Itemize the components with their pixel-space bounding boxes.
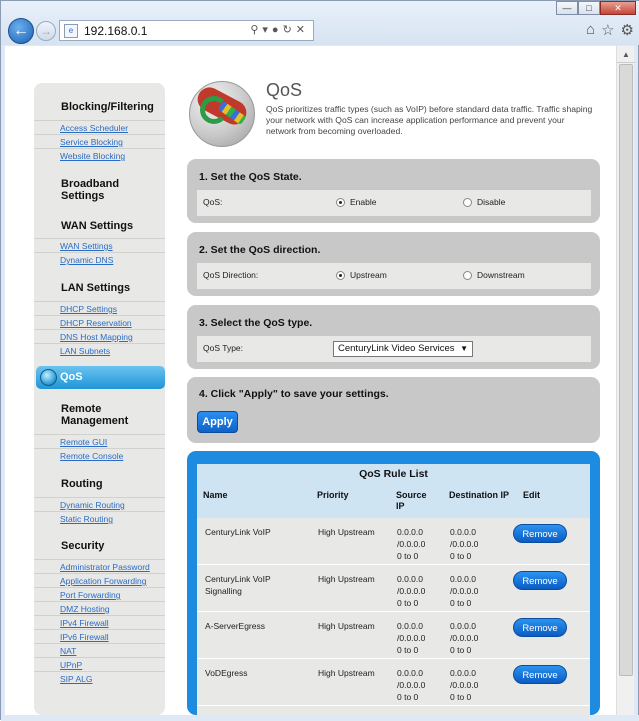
- sidebar-item-sip-alg[interactable]: SIP ALG: [34, 671, 165, 685]
- rule-table-header: [197, 484, 590, 518]
- page-title: QoS: [266, 80, 303, 100]
- address-tools-icon[interactable]: ⚲▾●↻✕: [250, 24, 309, 36]
- chevron-down-icon: ▼: [460, 344, 468, 353]
- sidebar-item-static-routing[interactable]: Static Routing: [34, 511, 165, 525]
- sidebar-item-application-forwarding[interactable]: Application Forwarding: [34, 573, 165, 587]
- maximize-icon[interactable]: □: [578, 1, 600, 15]
- window-controls: [556, 1, 636, 15]
- sidebar-item-website-blocking[interactable]: Website Blocking: [34, 148, 165, 162]
- sidebar-item-dynamic-dns[interactable]: Dynamic DNS: [34, 252, 165, 266]
- sidebar-section-broadband[interactable]: Broadband Settings: [61, 178, 120, 202]
- sidebar-section-blocking: Blocking/Filtering: [61, 101, 154, 113]
- rule-priority: High Upstream: [318, 621, 375, 631]
- vertical-scrollbar[interactable]: [616, 46, 634, 715]
- sidebar-section-remote: Remote Management: [61, 403, 129, 427]
- forward-arrow-icon[interactable]: →: [36, 21, 56, 41]
- rule-priority: High Upstream: [318, 574, 375, 584]
- col-source-ip: Source IP: [396, 490, 427, 511]
- radio-selected-icon: [336, 198, 345, 207]
- rule-priority: High Upstream: [318, 668, 375, 678]
- sidebar-section-lan: LAN Settings: [61, 282, 131, 294]
- rule-source-ip: 0.0.0.0 /0.0.0.0 0 to 0: [397, 574, 426, 608]
- globe-icon: [40, 369, 57, 386]
- table-row: [197, 565, 590, 612]
- star-icon[interactable]: ☆: [601, 22, 615, 39]
- downstream-radio[interactable]: [463, 270, 525, 280]
- radio-unselected-icon: [463, 198, 472, 207]
- remove-button[interactable]: Remove: [513, 618, 567, 637]
- sidebar-item-port-forwarding[interactable]: Port Forwarding: [34, 587, 165, 601]
- rule-dest-ip: 0.0.0.0 /0.0.0.0 0 to 0: [450, 574, 479, 608]
- qos-type-value: CenturyLink Video Services: [338, 343, 455, 354]
- sidebar-item-dmz-hosting[interactable]: DMZ Hosting: [34, 601, 165, 615]
- page-icon: e: [64, 24, 78, 38]
- radio-selected-icon: [336, 271, 345, 280]
- qos-logo-icon: [189, 81, 255, 147]
- step1-heading: 1. Set the QoS State.: [199, 171, 302, 183]
- qos-state-panel: [187, 159, 600, 223]
- sidebar-links-routing: [34, 497, 165, 525]
- rule-dest-ip: 0.0.0.0 /0.0.0.0 0 to 0: [450, 668, 479, 702]
- back-arrow-icon[interactable]: ←: [8, 18, 34, 44]
- sidebar-links-blocking: [34, 120, 165, 162]
- sidebar-item-nat[interactable]: NAT: [34, 643, 165, 657]
- browser-toolbar: [1, 1, 639, 45]
- sidebar-section-routing: Routing: [61, 478, 103, 490]
- sidebar-item-remote-console[interactable]: Remote Console: [34, 448, 165, 462]
- home-icon[interactable]: ⌂: [586, 21, 596, 38]
- qos-direction-row: [197, 263, 591, 289]
- gear-icon[interactable]: ⚙: [620, 22, 634, 39]
- address-bar[interactable]: [59, 20, 314, 41]
- remove-button[interactable]: Remove: [513, 524, 567, 543]
- rule-name: VoDEgress: [205, 668, 248, 678]
- step3-heading: 3. Select the QoS type.: [199, 317, 313, 329]
- rule-dest-ip: 0.0.0.0 /0.0.0.0 0 to 0: [450, 527, 479, 561]
- sidebar-section-security: Security: [61, 540, 105, 552]
- qos-state-row: [197, 190, 591, 216]
- sidebar-item-wan-settings[interactable]: WAN Settings: [34, 238, 165, 252]
- upstream-radio[interactable]: [336, 270, 387, 280]
- status-bar: [1, 715, 639, 721]
- enable-radio[interactable]: [336, 197, 376, 207]
- sidebar-item-remote-gui[interactable]: Remote GUI: [34, 434, 165, 448]
- qos-state-label: QoS:: [203, 197, 223, 207]
- radio-unselected-icon: [463, 271, 472, 280]
- rule-priority: High Upstream: [318, 527, 375, 537]
- sidebar-item-dhcp-reservation[interactable]: DHCP Reservation: [34, 315, 165, 329]
- minimize-icon[interactable]: —: [556, 1, 578, 15]
- table-row: [197, 612, 590, 659]
- rule-name: A-ServerEgress: [205, 621, 265, 631]
- url-text: 192.168.0.1: [84, 23, 148, 38]
- apply-button[interactable]: Apply: [197, 411, 238, 433]
- sidebar-links-lan: [34, 301, 165, 357]
- table-row: [197, 659, 590, 706]
- sidebar-item-service-blocking[interactable]: Service Blocking: [34, 134, 165, 148]
- qos-direction-label: QoS Direction:: [203, 270, 259, 280]
- disable-radio[interactable]: [463, 197, 505, 207]
- rule-name: CenturyLink VoIP Signalling: [205, 574, 271, 596]
- remove-button[interactable]: Remove: [513, 665, 567, 684]
- qos-rule-list: [187, 451, 600, 715]
- remove-button[interactable]: Remove: [513, 571, 567, 590]
- sidebar-item-dns-host-mapping[interactable]: DNS Host Mapping: [34, 329, 165, 343]
- rule-list-title: QoS Rule List: [197, 464, 590, 484]
- col-name: Name: [203, 490, 228, 500]
- step4-heading: 4. Click "Apply" to save your settings.: [199, 388, 389, 400]
- sidebar-item-upnp[interactable]: UPnP: [34, 657, 165, 671]
- rule-source-ip: 0.0.0.0 /0.0.0.0 0 to 0: [397, 527, 426, 561]
- sidebar-links-security: [34, 559, 165, 685]
- rule-table: [197, 464, 590, 715]
- qos-direction-panel: [187, 232, 600, 296]
- rule-dest-ip: 0.0.0.0 /0.0.0.0 0 to 0: [450, 621, 479, 655]
- sidebar-item-admin-password[interactable]: Administrator Password: [34, 559, 165, 573]
- table-row: [197, 518, 590, 565]
- rule-source-ip: 0.0.0.0 /0.0.0.0 0 to 0: [397, 621, 426, 655]
- col-priority: Priority: [317, 490, 349, 500]
- sidebar-item-access-scheduler[interactable]: Access Scheduler: [34, 120, 165, 134]
- right-toolbar: [586, 21, 634, 39]
- sidebar-links-wan: [34, 238, 165, 266]
- page-viewport: [5, 46, 616, 715]
- sidebar-item-dynamic-routing[interactable]: Dynamic Routing: [34, 497, 165, 511]
- qos-type-select[interactable]: [333, 341, 473, 357]
- sidebar: [34, 83, 165, 715]
- close-icon[interactable]: ✕: [600, 1, 636, 15]
- upstream-label: Upstream: [350, 270, 387, 280]
- scroll-thumb[interactable]: [619, 64, 633, 676]
- scroll-up-icon[interactable]: ▲: [617, 46, 635, 63]
- rule-name: CenturyLink VoIP: [205, 527, 271, 537]
- rule-source-ip: 0.0.0.0 /0.0.0.0 0 to 0: [397, 668, 426, 702]
- sidebar-section-wan: WAN Settings: [61, 220, 134, 232]
- sidebar-links-remote: [34, 434, 165, 462]
- apply-panel: [187, 377, 600, 443]
- page-description: QoS prioritizes traffic types (such as VoIP) before standard data traffic. Traffic shaping your network with QoS can increase application performance and prevent your network from becoming overloaded.: [266, 104, 593, 136]
- step2-heading: 2. Set the QoS direction.: [199, 244, 321, 256]
- enable-label: Enable: [350, 197, 377, 207]
- sidebar-item-lan-subnets[interactable]: LAN Subnets: [34, 343, 165, 357]
- disable-label: Disable: [477, 197, 506, 207]
- qos-type-row: [197, 336, 591, 362]
- sidebar-item-ipv6-firewall[interactable]: IPv6 Firewall: [34, 629, 165, 643]
- qos-type-label: QoS Type:: [203, 343, 244, 353]
- sidebar-item-ipv4-firewall[interactable]: IPv4 Firewall: [34, 615, 165, 629]
- sidebar-item-qos[interactable]: [36, 366, 165, 389]
- sidebar-item-qos-label: QoS: [60, 371, 83, 383]
- col-destination-ip: Destination IP: [449, 490, 510, 500]
- downstream-label: Downstream: [477, 270, 525, 280]
- col-edit: Edit: [523, 490, 540, 500]
- qos-type-panel: [187, 305, 600, 369]
- sidebar-item-dhcp-settings[interactable]: DHCP Settings: [34, 301, 165, 315]
